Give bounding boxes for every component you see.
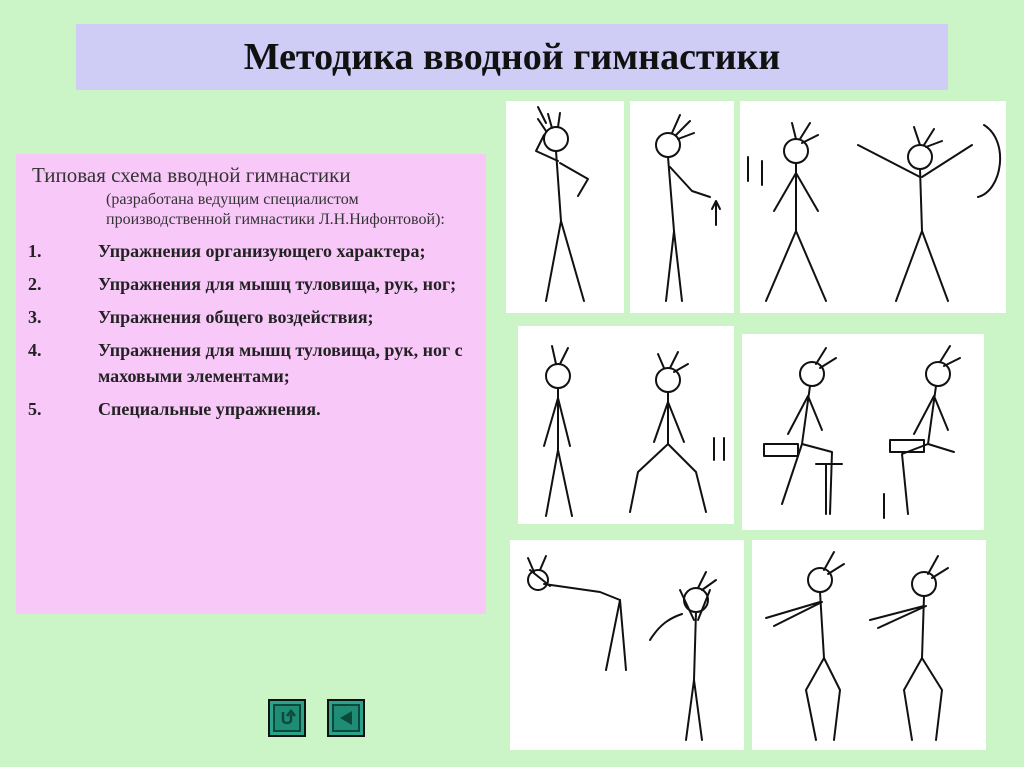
item-number: 3. — [28, 307, 42, 327]
title-banner — [76, 24, 948, 90]
exercise-list — [26, 238, 478, 422]
list-item — [26, 337, 478, 389]
item-number: 4. — [28, 340, 42, 360]
exercise-illustration-1 — [506, 101, 624, 313]
item-number: 2. — [28, 274, 42, 294]
page-title: Методика вводной гимнастики — [243, 36, 781, 78]
list-item — [26, 238, 478, 264]
item-text: Упражнения для мышц туловища, рук, ног с маховыми элементами; — [98, 340, 463, 386]
item-text: Упражнения для мышц туловища, рук, ног; — [98, 274, 457, 294]
list-item — [26, 304, 478, 330]
scheme-box — [16, 154, 486, 614]
return-button[interactable] — [268, 699, 306, 737]
scheme-sub: (разработана ведущим специалистом производственной гимнастики Л.Н.Нифонтовой): — [106, 191, 445, 228]
list-item — [26, 271, 478, 297]
exercise-illustration-5 — [742, 334, 984, 530]
exercise-illustration-7 — [752, 540, 986, 750]
triangle-left-icon — [332, 704, 360, 732]
item-number: 5. — [28, 399, 42, 419]
back-button[interactable] — [327, 699, 365, 737]
item-text: Упражнения общего воздействия; — [98, 307, 374, 327]
return-arrow-icon — [273, 704, 301, 732]
exercise-illustration-4 — [518, 326, 734, 524]
item-text: Упражнения организующего характера; — [98, 241, 426, 261]
exercise-illustration-6 — [510, 540, 744, 750]
item-number: 1. — [28, 241, 42, 261]
exercise-illustration-3 — [740, 101, 1006, 313]
scheme-lead: Типовая схема вводной гимнастики — [32, 163, 351, 187]
exercise-illustration-2 — [630, 101, 734, 313]
list-item — [26, 396, 478, 422]
item-text: Специальные упражнения. — [98, 399, 321, 419]
